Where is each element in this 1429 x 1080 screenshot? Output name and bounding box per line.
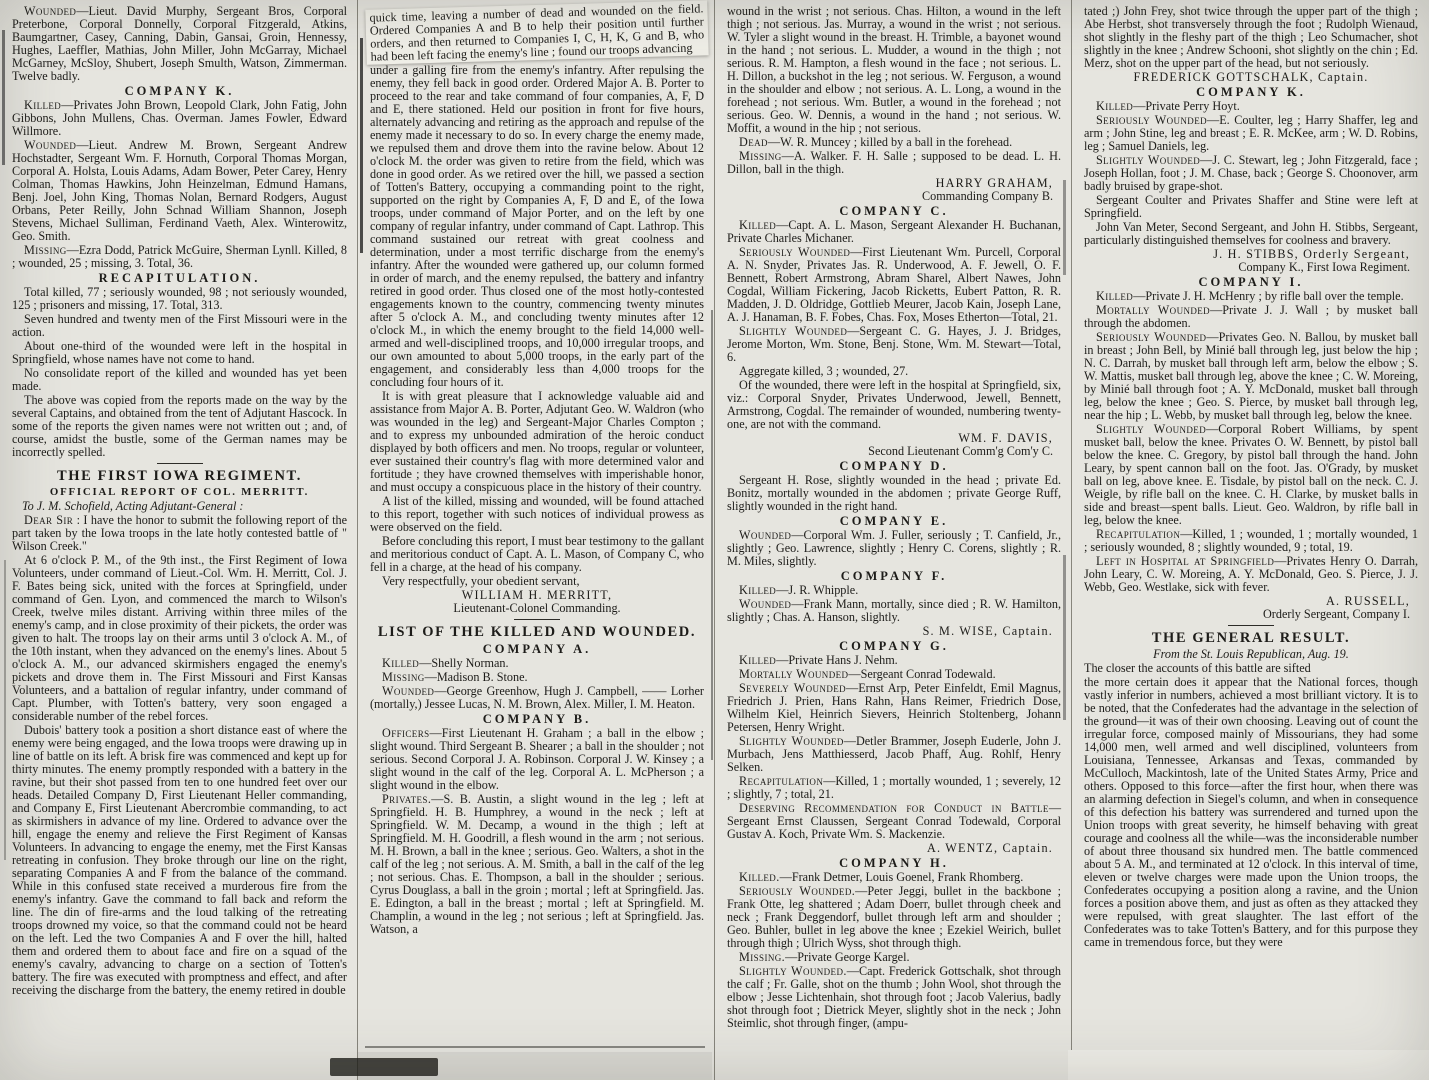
paragraph: Seriously Wounded—E. Coulter, leg ; Harry Shaffer, leg and arm ; John Stine, leg and breast ; E. R. McKee, arm ; W. D. Robins, leg ; Samuel Daniels, leg. xyxy=(1084,113,1418,153)
paragraph: Seven hundred and twenty men of the First Missouri were in the action. xyxy=(12,312,347,339)
signature-line: HARRY GRAHAM, xyxy=(935,176,1053,190)
entry-label: Severely Wounded xyxy=(739,681,847,695)
entry-label: Deserving Recommendation for Conduct in Battle xyxy=(739,801,1049,815)
signature-block xyxy=(727,432,1061,458)
entry-label: Wounded xyxy=(24,138,77,152)
paragraph: Seriously Wounded.—Peter Jeggi, bullet in the backbone ; Frank Otte, leg shattered ; Adam Doerr, bullet through cheek and neck ; Frank Deggendorf, bullet through left arm and shoulder ; Geo. Buhler, bullet in leg above the knee ; Ezekiel Weirich, bullet through thigh ; Ulrich Wyss, shot through thigh. xyxy=(727,884,1061,950)
signature-block xyxy=(727,625,1061,638)
section-divider xyxy=(1228,625,1274,626)
paragraph: Mortally Wounded—Private J. J. Wall ; by musket ball through the abdomen. xyxy=(1084,303,1418,330)
entry-label: Privates. xyxy=(382,792,432,806)
company-heading: COMPANY F. xyxy=(840,569,948,583)
entry-label: Killed xyxy=(1096,99,1134,113)
paragraph: Wounded—Lieut. Andrew M. Brown, Sergeant Andrew Hochstadter, Sergeant Wm. F. Hornuth, Corporal Thomas Morgan, Corporal A. Holsta, Louis Adams, Adam Bower, Peter Carey, Henry Colman, Thomas Hawkins, John Heinzelman, Edmund Hamans, Benj. Joel, John King, Thomas Nolan, Bernard Rodgers, August Orbans, Peter Reilly, John Schnad William Shannon, Joseph Stevens, Michael Sulliman, Ferdinand Vaeth, Alex. Winterowitz, Geo. Smith. xyxy=(12,138,347,243)
entry-label: Wounded xyxy=(382,684,435,698)
section-heading: THE GENERAL RESULT. xyxy=(1151,630,1351,646)
company-heading: COMPANY C. xyxy=(839,204,949,218)
entry-label: Wounded xyxy=(739,528,792,542)
paragraph: Mortally Wounded—Sergeant Conrad Todewald. xyxy=(739,667,996,681)
section-heading: THE FIRST IOWA REGIMENT. xyxy=(57,468,302,484)
entry-label: Slightly Wounded. xyxy=(739,964,847,978)
paragraph: under a galling fire from the enemy's infantry. After repulsing the enemy, they fell back in good order. Ordered Major A. B. Porter to proceed to the rear and take command of four companies, A, F, D and E, there stationed. Held our position in front for five hours, alternately advancing and retiring as the approach and repulse of the enemy made it necessary to do so. In every charge the enemy made, we repulsed them and drove them into the ravine below. About 12 o'clock M. the order was given to retire from the field, which was done in good order. As we retired over the hill, we passed a section of Totten's Battery, occupying a commanding point to the right, supported on the right by Companies A, F, D and E, of the Iowa troops, under command of Major Porter, and on the left by one company of regular infantry, under command of Capt. Lathrop. This command sustained our retreat with great coolness and determination, under a most terrific discharge from the enemy's infantry. After the wounded were gathered up, our column formed in order of march, and the enemy repulsed, the battery and infantry retired in good order. Thus closed one of the most hotly-contested engagements known to the country, commencing twenty minutes after 5 o'clock A. M., and concluding twenty minutes after 12 o'clock M., in which the enemy brought to the field 14,000 well-armed and well-disciplined troops, and 10,000 irregular troops, and our own amounted to about 5,000 troops, in the early part of the engagement, and considerably less than 4,000 troops for the concluding four hours of it. xyxy=(370,63,704,389)
newspaper-column-2 xyxy=(357,0,714,1080)
paragraph: The above was copied from the reports made on the way by the several Captains, and obtained from the tent of Adjutant Hascock. In some of the reports the given names were not written out ; and, of course, amidst the bustle, some of the German names may be incorrectly spelled. xyxy=(12,393,347,459)
entry-label: Recapitulation xyxy=(1096,527,1181,541)
entry-label: Killed xyxy=(1096,289,1134,303)
signature-line: A. RUSSELL, xyxy=(1326,594,1410,608)
paragraph: Killed—Shelly Norman. xyxy=(382,656,509,670)
signature-block xyxy=(1084,595,1418,621)
paragraph: Recapitulation—Killed, 1 ; mortally wounded, 1 ; severely, 12 ; slightly, 7 ; total, 21. xyxy=(727,774,1061,801)
paragraph: John Van Meter, Second Sergeant, and John H. Stibbs, Sergeant, particularly distinguished themselves for coolness and bravery. xyxy=(1084,220,1418,247)
paragraph: Seriously Wounded—Privates Geo. N. Ballou, by musket ball in breast ; John Bell, by Minié ball through leg, just below the hip ; N. C. Darrah, by musket ball through left arm, below the elbow ; S. W. Mattis, musket ball through leg, above the knee ; C. W. Moreing, by Minié ball through foot ; A. Y. McDonald, musket ball through leg, below the knee ; Geo. S. Pierce, by musket ball through leg, near the hip ; L. Webb, by musket ball through leg, below the knee. xyxy=(1084,330,1418,422)
paragraph: Of the wounded, there were left in the hospital at Springfield, six, viz.: Corporal Snyder, Privates Underwood, Jewell, Bennett, Armstrong, Cogdal. The remainder of wounded, numbering twenty-one, are not with the command. xyxy=(727,378,1061,431)
entry-label: Slightly Wounded xyxy=(739,734,844,748)
entry-label: Seriously Wounded. xyxy=(739,884,856,898)
entry-label: Slightly Wounded xyxy=(739,324,848,338)
paragraph: Sergeant Coulter and Privates Shaffer and Stine were left at Springfield. xyxy=(1084,193,1418,220)
signature-line: J. H. STIBBS, Orderly Sergeant, xyxy=(1213,247,1410,261)
entry-label: Missing xyxy=(24,243,67,257)
entry-label: Officers xyxy=(382,726,430,740)
paragraph: Slightly Wounded—Corporal Robert Williams, by spent musket ball, below the knee. Privates O. W. Bennett, by pistol ball below the knee. C. Gregory, by pistol ball through the hand. John Leary, by spent cannon ball on the foot. Jas. O'Grady, by musket ball on leg, above knee. E. Tisdale, by pistol ball on the neck. C. J. Weigle, by rifle ball on the knee. C. H. Clarke, by musket balls in side and breast—spent balls. Lieut. Geo. Waldron, by rifle ball in leg, below the knee. xyxy=(1084,422,1418,527)
entry-label: Mortally Wounded xyxy=(1096,303,1211,317)
company-heading: COMPANY K. xyxy=(124,84,235,98)
entry-label: Wounded xyxy=(24,4,77,18)
entry-label: Slightly Wounded xyxy=(1096,153,1201,167)
company-heading: COMPANY D. xyxy=(839,459,949,473)
signature-line: FREDERICK GOTTSCHALK, Captain. xyxy=(1133,70,1369,84)
paragraph: quick time, leaving a number of dead and wounded on the field. Ordered Companies A and B to help their position until further orders, and then returned to Companies I, C, H, K, G and B, who had been left facing the enemy's line ; found our troops advancing xyxy=(365,0,708,65)
signature-block xyxy=(370,589,704,615)
signature-line: Second Lieutenant Comm'g Com'y C. xyxy=(868,444,1053,458)
entry-label: Missing xyxy=(739,149,782,163)
newspaper-column-1 xyxy=(0,0,357,1080)
company-heading: COMPANY E. xyxy=(839,514,949,528)
italic-attribution: To J. M. Schofield, Acting Adjutant-General : xyxy=(22,499,244,513)
entry-label: Dead xyxy=(739,135,768,149)
entry-label: Killed xyxy=(739,653,777,667)
paragraph: The closer the accounts of this battle are sifted xyxy=(1084,661,1311,675)
paragraph: Deserving Recommendation for Conduct in Battle—Sergeant Ernst Claussen, Sergeant Conrad Todewald, Corporal Gustav A. Koch, Private Wm. S. Mackenzie. xyxy=(727,801,1061,841)
section-heading: LIST OF THE KILLED AND WOUNDED. xyxy=(377,624,697,640)
entry-label: Killed xyxy=(382,656,420,670)
signature-line: A. WENTZ, Captain. xyxy=(927,841,1053,855)
paragraph: the more certain does it appear that the National forces, though vastly inferior in numbers, achieved a most brilliant victory. It is to be noted, that the Confederates had the advantage in the selection of the ground—it was of their own choosing. Leaving out of count the irregular force, composed mainly of Missourians, they had some 14,000 men, well armed and well disciplined, volunteers from Louisiana, Tennessee, Arkansas and Texas, commanded by McCulloch, Mackintosh, late of the United States Army, Price and others. Opposed to this force—after the first hour, when there was an alarming defection in Siegel's column, and when in consequence of this defection his battery was surrendered and turned upon the Union troops with great severity, he himself behaving with great courage and coolness all the while—was the inconsiderable number of about three thousand six hundred men. The battle commenced about 5 A. M., and terminated at 12 o'clock. In this interval of time, eleven or twelve charges were made upon the Union troops, the Confederates occupying a position along a ravine, and the Union forces a position above them, and just as often as they attacked they were repulsed, with great slaughter. The last effort of the Confederates was to take Totten's Battery, and for this purpose they came in tremendous force, but they were xyxy=(1084,675,1418,949)
company-heading: COMPANY G. xyxy=(839,639,949,653)
paragraph: Dear Sir : I have the honor to submit the following report of the part taken by the Iowa troops in the late hotly contested battle of " Wilson Creek." xyxy=(12,513,347,553)
entry-label: Seriously Wounded xyxy=(1096,330,1207,344)
paragraph: It is with great pleasure that I acknowledge valuable aid and assistance from Major A. B. Porter, Adjutant Geo. W. Waldron (who was wounded in the leg) and Sergeant-Major Charles Compton ; and to express my unbounded admiration of the heroic conduct displayed by both officers and men. No troops, regular or volunteer, ever sustained their country's flag with more determined valor and fortitude ; they have crowned themselves with imperishable honor, and must occupy a conspicuous place in the history of their country. xyxy=(370,389,704,494)
paragraph: Slightly Wounded—Detler Brammer, Joseph Euderle, John J. Murbach, Jens Matthiesserd, Jacob Phaff, Aug. Rohlf, Henry Selken. xyxy=(727,734,1062,774)
paragraph: Slightly Wounded—J. C. Stewart, leg ; John Fitzgerald, face ; Joseph Hollan, foot ; J. M. Chase, back ; George S. Choonover, arm badly bruised by grape-shot. xyxy=(1084,153,1419,193)
signature-line: Orderly Sergeant, Company I. xyxy=(1262,607,1410,621)
company-heading: COMPANY H. xyxy=(839,856,949,870)
entry-label: Seriously Wounded xyxy=(739,245,851,259)
paragraph: Killed—Privates John Brown, Leopold Clark, John Fatig, John Gibbons, John Mullens, Chas. Overman. James Fowler, Edward Willmore. xyxy=(12,98,347,138)
entry-label: Killed xyxy=(739,583,777,597)
signature-line: Company K., First Iowa Regiment. xyxy=(1238,260,1410,274)
paragraph: Missing—A. Walker. F. H. Salle ; supposed to be dead. L. H. Dillon, ball in the thigh. xyxy=(727,149,1061,176)
paragraph: Sergeant H. Rose, slightly wounded in the head ; private Ed. Bonitz, mortally wounded in the abdomen ; private George Ruff, slightly wounded in the right hand. xyxy=(727,473,1061,513)
entry-label: Seriously Wounded xyxy=(1096,113,1207,127)
paragraph: Left in Hospital at Springfield—Privates Henry O. Darrah, John Leary, C. W. Moreing, A. Y. McDonald, Geo. S. Pierce, J. J. Webb, Geo. Westlake, sick with fever. xyxy=(1084,554,1418,594)
paragraph: Before concluding this report, I must bear testimony to the gallant and meritorious conduct of Capt. A. L. Mason, of Company C, who fell in a charge, at the head of his company. xyxy=(370,534,704,574)
entry-label: Recapitulation xyxy=(739,774,824,788)
newspaper-column-3 xyxy=(714,0,1071,1080)
paragraph: Missing—Ezra Dodd, Patrick McGuire, Sherman Lynll. Killed, 8 ; wounded, 25 ; missing, 3. Total, 36. xyxy=(12,243,347,270)
paragraph: Missing—Madison B. Stone. xyxy=(382,670,528,684)
entry-label: Left in Hospital at Springfield xyxy=(1096,554,1275,568)
paragraph: Officers—First Lieutenant H. Graham ; a ball in the elbow ; slight wound. Third Sergeant B. Shearer ; a ball in the shoulder ; not serious. Second Corporal J. A. Robinson. Corporal J. W. Kinsey ; a slight wound in the calf of the leg. Corporal A. L. McPherson ; a slight wound in the elbow. xyxy=(370,726,704,792)
paragraph: Severely Wounded—Ernst Arp, Peter Einfeldt, Emil Magnus, Friedrich J. Prien, Hans Rahn, Hans Reimer, Friedrich Dose, Wilhelm Kiel, Heinrich Sievers, Heinrich Stoltenberg, Johann Petersen, Henry Wright. xyxy=(727,681,1061,734)
signature-block xyxy=(1084,71,1418,84)
section-divider xyxy=(514,619,560,620)
paragraph: Recapitulation—Killed, 1 ; wounded, 1 ; mortally wounded, 1 ; seriously wounded, 8 ; slightly wounded, 9 ; total, 19. xyxy=(1084,527,1418,554)
signature-line: Lieutenant-Colonel Commanding. xyxy=(453,601,621,615)
paragraph: Killed—Private J. H. McHenry ; by rifle ball over the temple. xyxy=(1096,289,1404,303)
paragraph: Killed.—Frank Detmer, Louis Goenel, Frank Rhomberg. xyxy=(739,870,1024,884)
paragraph: Killed—Private Hans J. Nehm. xyxy=(739,653,898,667)
company-heading: COMPANY B. xyxy=(482,712,592,726)
signature-line: WILLIAM H. MERRITT, xyxy=(461,588,613,602)
signature-line: S. M. WISE, Captain. xyxy=(922,624,1053,638)
entry-label: Killed xyxy=(739,218,777,232)
paragraph: Slightly Wounded—Sergeant C. G. Hayes, J. J. Bridges, Jerome Morton, Wm. Stone, Benj. Stone, Wm. M. Stewart—Total, 6. xyxy=(727,324,1061,364)
paragraph: Missing.—Private George Kargel. xyxy=(739,950,910,964)
paragraph: No consolidate report of the killed and wounded has yet been made. xyxy=(12,366,347,393)
paragraph: At 6 o'clock P. M., of the 9th inst., the First Regiment of Iowa Volunteers, under command of Lieut.-Col. Wm. H. Merritt, Col. J. F. Bates being sick, united with the forces at Springfield, under command of Gen. Lyon, and commenced the march to Wilson's Creek, twelve miles distant. Arriving within three miles of the enemy's camp, and in close proximity of their pickets, the order was given to halt. The troops lay on their arms until 3 o'clock A. M., of the 10th instant, when they advanced on the enemy's lines. About 5 o'clock A. M., our advanced skirmishers engaged the enemy's pickets and drove them in. The First Missouri and First Kansas Volunteers, and a battalion of regular infantry, under command of Capt. Plumber, with Totten's battery, very soon engaged a considerable number of the rebel forces. xyxy=(12,553,347,723)
paragraph: Privates.—S. B. Austin, a slight wound in the leg ; left at Springfield. H. B. Humphrey, a wound in the neck ; left at Springfield. W. M. Decamp, a wound in the thigh ; left at Springfield. M. H. Goodrill, a flesh wound in the arm ; not serious. M. H. Brown, a ball in the knee ; serious. Geo. Walters, a shot in the calf of the leg ; not serious. A. M. Smith, a ball in the calf of the leg ; not serious. Chas. E. Thompson, a ball in the shoulder ; serious. Cyrus Douglass, a ball in the groin ; mortal ; left at Springfield. Jas. E. Edington, a ball in the breast ; mortal ; left at Springfield. M. Champlin, a wound in the leg ; not serious ; left at Springfield. Jas. Watson, a xyxy=(370,792,704,936)
signature-block xyxy=(1084,248,1418,274)
entry-label: Killed. xyxy=(739,870,780,884)
paragraph: Wounded—Frank Mann, mortally, since died ; R. W. Hamilton, slightly ; Chas. A. Hanson, slightly. xyxy=(727,597,1061,624)
paragraph: About one-third of the wounded were left in the hospital in Springfield, whose names have not come to hand. xyxy=(12,339,347,366)
paragraph: Slightly Wounded.—Capt. Frederick Gottschalk, shot through the calf ; Fr. Galle, shot on the thumb ; John Wool, shot through the elbow ; Jesse Lichtenhain, shot through foot ; Jacob Valerius, badly shot through foot ; Dietrick Meyer, slightly shot in the neck ; John Steimlic, shot through finger, (ampu- xyxy=(727,964,1062,1030)
paragraph: Seriously Wounded—First Lieutenant Wm. Purcell, Corporal A. N. Snyder, Privates Jas. R. Underwood, A. F. Jewell, O. F. Bennett, Robert Armstrong, Abram Sharel, Albert Nawes, John Cogdal, William Fickering, Jacob Ricketts, Eubert Patton, R. R. Madden, J. D. Oldridge, Gottlieb Meurer, Jacob Kain, Joseph Lane, A. J. Hanaman, B. F. Fobes, Chas. Fox, Moses Etherton—Total, 21. xyxy=(727,245,1061,324)
report-subheading: OFFICIAL REPORT OF COL. MERRITT. xyxy=(49,486,310,498)
paragraph: Killed—Private Perry Hoyt. xyxy=(1096,99,1240,113)
company-heading: COMPANY K. xyxy=(1196,85,1306,99)
entry-label: Mortally Wounded xyxy=(739,667,849,681)
signature-line: WM. F. DAVIS, xyxy=(958,431,1053,445)
paragraph: Total killed, 77 ; seriously wounded, 98 ; not seriously wounded, 125 ; prisoners and missing, 17. Total, 313. xyxy=(12,285,347,312)
paragraph: Very respectfully, your obedient servant, xyxy=(382,574,580,588)
entry-label: Killed xyxy=(24,98,62,112)
paragraph: Killed—J. R. Whipple. xyxy=(739,583,859,597)
paragraph: Dead—W. R. Muncey ; killed by a ball in the forehead. xyxy=(739,135,1013,149)
paragraph: Wounded—George Greenhow, Hugh J. Campbell, —— Lorher (mortally,) Jessee Lucas, N. M. Brown, Alex. Miller, I. M. Heaton. xyxy=(370,684,704,711)
paragraph: A list of the killed, missing and wounded, will be found attached to this report, together with such notices of individual prowess as were observed on the field. xyxy=(370,494,704,534)
signature-block xyxy=(727,177,1061,203)
paragraph: Wounded—Corporal Wm. J. Fuller, seriously ; T. Canfield, Jr., slightly ; Geo. Lawrence, slightly ; Henry C. Corens, slightly ; R. M. Miles, slightly. xyxy=(727,528,1061,568)
entry-label: Missing. xyxy=(739,950,786,964)
paragraph: Dubois' battery took a position a short distance east of where the enemy were being engaged, and the Iowa troops were drawing up in line of battle on its left. A brisk fire was commenced and kept up for thirty minutes. The enemy promptly responded with a battery in the ravine, but their shot passed from ten to one hundred feet over our heads. Detailed Company D, First Lieutenant Heller commanding, and Company E, First Lieutenant Abercrombie commanding, to act as skirmishers in advance of my line. Ordered to advance over the hill, engage the enemy and relieve the First Regiment of Kansas Volunteers. In advancing to engage the enemy, met the First Kansas retreating in confusion. They broke through our line on the right, separating Companies A and F from the balance of the command. While in this confused state received a murderous fire from the enemy's infantry. Gave the command to fall back and reform the line. The din of fire-arms and the loud talking of the retreating troops drowned my voice, so that the command could not be heard on the left. Led the two Companies A and F over the hill, halted them and ordered them to about face and fire on a squad of the enemy's cavalry, advancing to charge on a section of Totten's battery. The fire was executed with promptness and effect, and after receiving the discharge from the battery, the enemy retired in double xyxy=(12,723,347,997)
company-heading: COMPANY A. xyxy=(482,642,592,656)
paragraph: Aggregate killed, 3 ; wounded, 27. xyxy=(739,364,909,378)
company-heading: RECAPITULATION. xyxy=(98,271,261,285)
paragraph: wound in the wrist ; not serious. Chas. Hilton, a wound in the left thigh ; not serious. Jas. Murray, a wound in the wrist ; not serious. W. Tyler a slight wound in the breast. H. Trimble, a bayonet wound in the hand ; not serious. L. Mudder, a wound in the thigh ; not serious. R. M. Hampton, a flesh wound in the face ; not serious. L. H. Dillon, a buckshot in the leg ; not serious. W. Ferguson, a wound in the shoulder and elbow ; not serious. A. L. Long, a wound in the forehead ; not serious. Wm. Butler, a wound in the forehead ; not serious. Geo. W. Dennis, a wound in the hand ; not serious. W. Moffit, a wound in the hip ; not serious. xyxy=(727,4,1061,135)
entry-label: Missing xyxy=(382,670,425,684)
entry-label: Dear Sir xyxy=(24,513,74,527)
entry-label: Slightly Wounded xyxy=(1096,422,1207,436)
newspaper-column-4 xyxy=(1071,0,1428,1080)
paragraph: Wounded—Lieut. David Murphy, Sergeant Bros, Corporal Preterbone, Corporal Donnelly, Corporal Fitzgerald, Atkins, Baumgartner, Casey, Canning, Dabin, Gansai, Groin, Hennessy, Hughes, Laeffler, Mathias, John Miller, John McGarray, Michael McGarney, McSloy, Shubert, Joseph Smulth, Watson, Zimmerman. Twelve badly. xyxy=(12,4,347,83)
section-divider xyxy=(157,463,203,464)
signature-line: Commanding Company B. xyxy=(921,189,1053,203)
company-heading: COMPANY I. xyxy=(1198,275,1304,289)
signature-block xyxy=(727,842,1061,855)
paragraph: Killed—Capt. A. L. Mason, Sergeant Alexander H. Buchanan, Private Charles Michaner. xyxy=(727,218,1061,245)
italic-attribution: From the St. Louis Republican, Aug. 19. xyxy=(1153,647,1349,661)
paragraph: tated ;) John Frey, shot twice through the upper part of the thigh ; Abe Herbst, shot transversely through the foot ; Rudolph Wienaud, shot slightly in the fleshy part of the thigh ; Leo Schumacher, shot slightly in the knee ; Andrew Schooni, shot slightly on the chin ; Ed. Merz, shot on the upper part of the head, but not seriously. xyxy=(1084,4,1418,70)
entry-label: Wounded xyxy=(739,597,792,611)
